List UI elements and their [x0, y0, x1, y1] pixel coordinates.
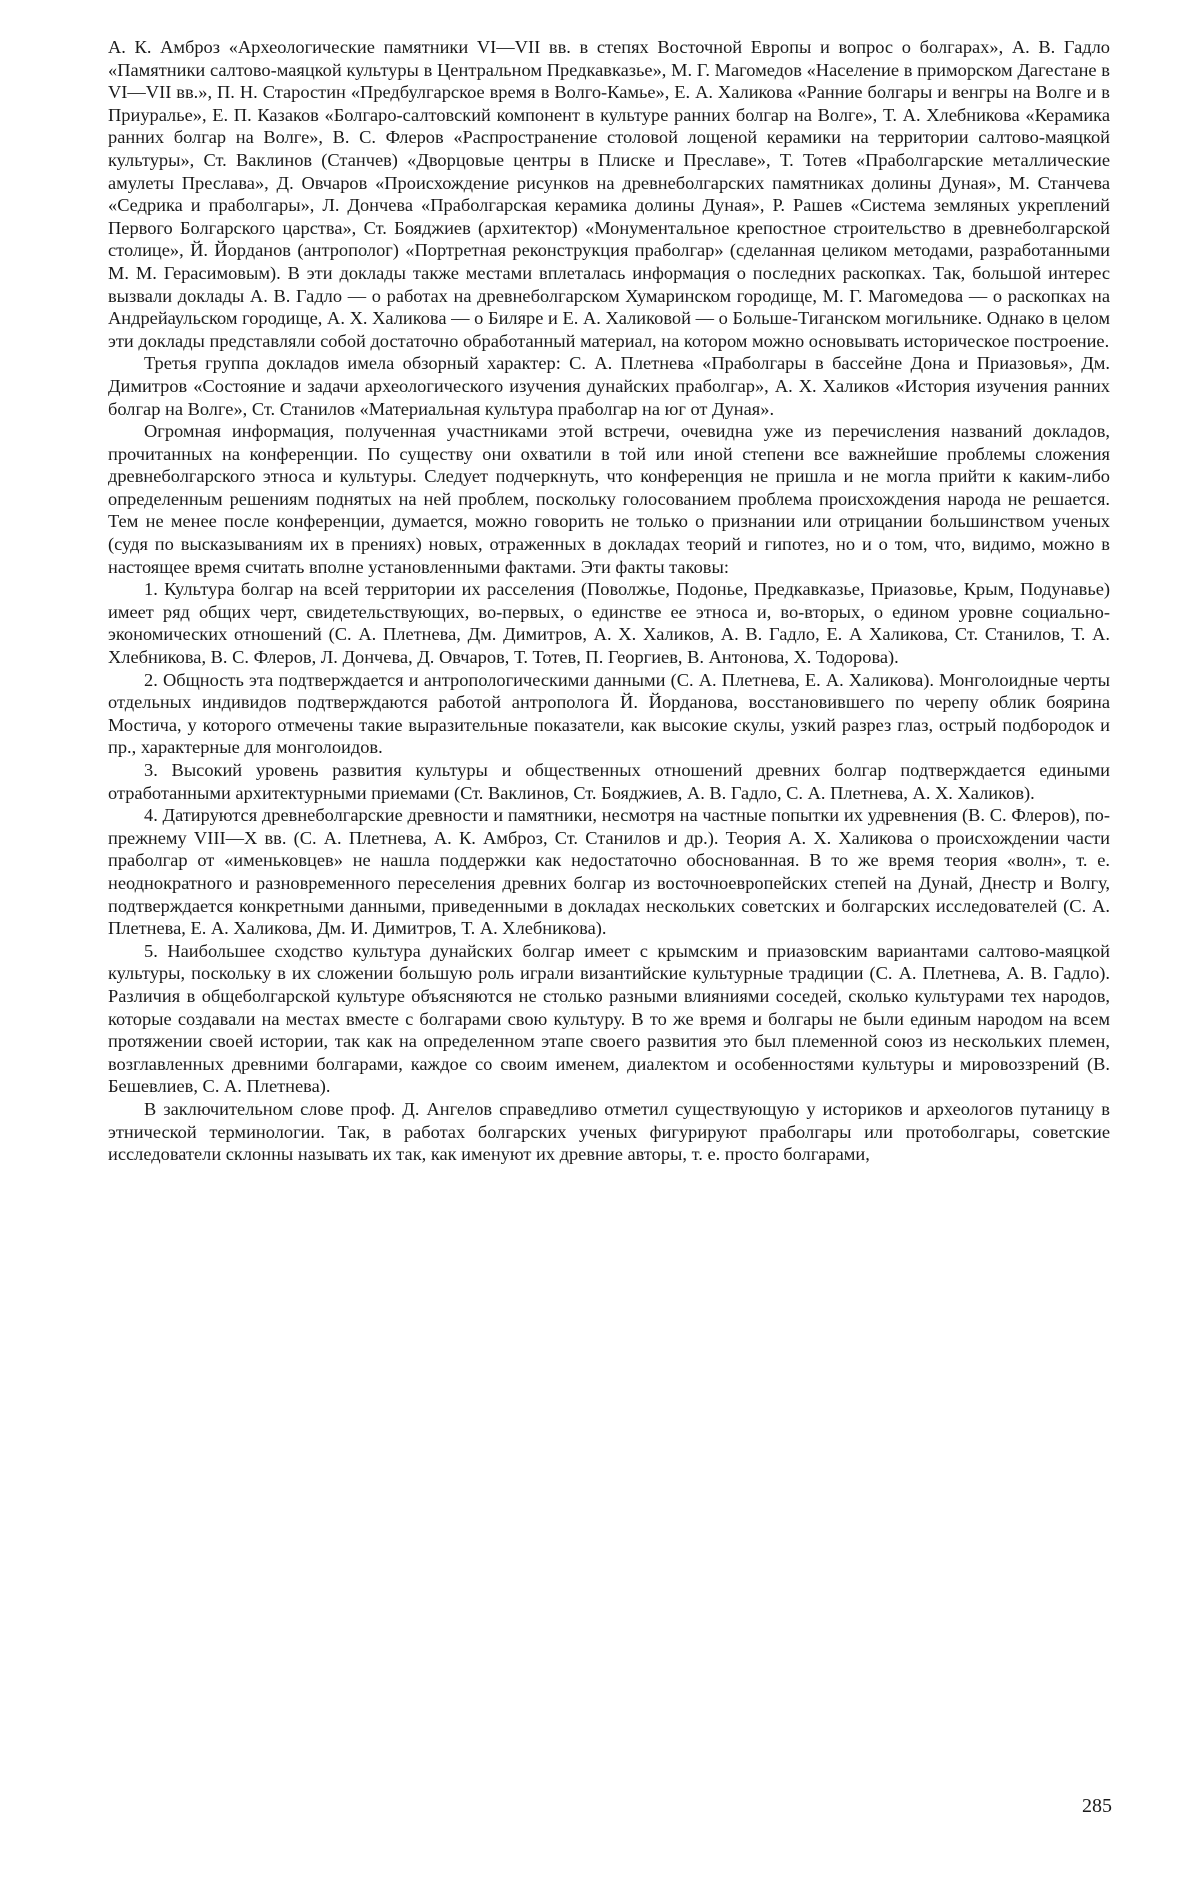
paragraph-fact-2: 2. Общность эта подтверждается и антропологическими данными (С. А. Плетнева, Е. А. Халикова). Монголоидные черты отдельных индивидов подтверждаются работой антрополога Й. Йорданова, восстановившего по черепу облик боярина Мостича, у которого отмечены такие выразительные показатели, как высокие скулы, узкий разрез глаз, острый подбородок и пр., характерные для монголоидов. — [108, 669, 1110, 758]
paragraph-fact-4: 4. Датируются древнеболгарские древности и памятники, несмотря на частные попытки их удревнения (В. С. Флеров), по-прежнему VIII—X вв. (С. А. Плетнева, А. К. Амброз, Ст. Станилов и др.). Теория А. Х. Халикова о происхождении части праболгар от «именьковцев» не нашла поддержки как недостаточно обоснованная. В то же время теория «волн», т. е. неоднократного и разновременного переселения древних болгар из восточноевропейских степей на Дунай, Днестр и Волгу, подтверждается конкретными данными, приведенными в докладах нескольких советских и болгарских исследователей (С. А. Плетнева, Е. А. Халикова, Дм. И. Димитров, Т. А. Хлебникова). — [108, 805, 1110, 939]
paragraph-closing: В заключительном слове проф. Д. Ангелов справедливо отметил существующую у историков и археологов путаницу в этнической терминологии. Так, в работах болгарских ученых фигурируют праболгары или протоболгары, советские исследователи склонны называть их так, как именуют их древние авторы, т. е. просто болгарами, — [108, 1098, 1110, 1165]
document-page — [108, 36, 1110, 1166]
paragraph-fact-5: 5. Наибольшее сходство культура дунайских болгар имеет с крымским и приазовским вариантами салтово-маяцкой культуры, поскольку в их сложении большую роль играли византийские культурные традиции (С. А. Плетнева, А. В. Гадло). Различия в общеболгарской культуре объясняются не столько разными влияниями соседей, сколько культурами тех народов, которые создавали на местах вместе с болгарами свою культуру. В то же время и болгары не были единым народом на всем протяжении своей истории, так как на определенном этапе своего развития это был племенной союз из нескольких племен, возглавленных древними болгарами, каждое со своим именем, диалектом и особенностями культуры и мировоззрений (В. Бешевлиев, С. А. Плетнева). — [108, 940, 1110, 1097]
page-number: 285 — [1082, 1795, 1112, 1817]
paragraph-information: Огромная информация, полученная участниками этой встречи, очевидна уже из перечисления названий докладов, прочитанных на конференции. По существу они охватили в той или иной степени все важнейшие проблемы сложения древнеболгарского этноса и культуры. Следует подчеркнуть, что конференция не пришла и не могла прийти к каким-либо определенным решениям поднятых на ней проблем, поскольку голосованием проблема происхождения народа не решается. Тем не менее после конференции, думается, можно говорить не только о признании или отрицании большинством ученых (судя по высказываниям их в прениях) новых, отраженных в докладах теорий и гипотез, но и о том, что, видимо, можно в настоящее время считать вполне установленными фактами. Эти факты таковы: — [108, 421, 1110, 577]
paragraph-reports-list: А. К. Амброз «Археологические памятники VI—VII вв. в степях Восточной Европы и вопрос о болгарах», А. В. Гадло «Памятники салтово-маяцкой культуры в Центральном Предкавказье», М. Г. Магомедов «Население в приморском Дагестане в VI—VII вв.», П. Н. Старостин «Предбулгарское время в Волго-Камье», Е. А. Халикова «Ранние болгары и венгры на Волге и в Приуралье», Е. П. Казаков «Болгаро-салтовский компонент в культуре ранних болгар на Волге», Т. А. Хлебникова «Керамика ранних болгар на Волге», В. С. Флеров «Распространение столовой лощеной керамики на территории салтово-маяцкой культуры», Ст. Ваклинов (Станчев) «Дворцовые центры в Плиске и Преславе», Т. Тотев «Праболгарские металлические амулеты Преслава», Д. Овчаров «Происхождение рисунков на древнеболгарских памятниках долины Дуная», М. Станчева «Седрика и праболгары», Л. Дончева «Праболгарская керамика долины Дуная», Р. Рашев «Система земляных укреплений Первого Болгарского царства», Ст. Бояджиев (архитектор) «Монументальное крепостное строительство в древнеболгарской столице», Й. Йорданов (антрополог) «Портретная реконструкция праболгар» (сделанная целиком методами, разработанными М. М. Герасимовым). В эти доклады также местами вплеталась информация о последних раскопках. Так, большой интерес вызвали доклады А. В. Гадло — о работах на древнеболгарском Хумаринском городище, М. Г. Магомедова — о раскопках на Андрейаульском городище, А. Х. Халикова — о Биляре и Е. А. Халиковой — о Больше-Тиганском могильнике. Однако в целом эти доклады представляли собой достаточно обработанный материал, на котором можно основывать историческое построение. — [108, 37, 1110, 351]
paragraph-fact-3: 3. Высокий уровень развития культуры и общественных отношений древних болгар подтверждается едиными отработанными архитектурными приемами (Ст. Ваклинов, Ст. Бояджиев, А. В. Гадло, С. А. Плетнева, А. Х. Халиков). — [108, 760, 1110, 803]
paragraph-third-group: Третья группа докладов имела обзорный характер: С. А. Плетнева «Праболгары в бассейне Дона и Приазовья», Дм. Димитров «Состояние и задачи археологического изучения дунайских праболгар», А. Х. Халиков «История изучения ранних болгар на Волге», Ст. Станилов «Материальная культура праболгар на юг от Дуная». — [108, 353, 1110, 419]
paragraph-fact-1: 1. Культура болгар на всей территории их расселения (Поволжье, Подонье, Предкавказье, Приазовье, Крым, Подунавье) имеет ряд общих черт, свидетельствующих, во-первых, о единстве ее этноса и, во-вторых, о едином уровне социально-экономических отношений (С. А. Плетнева, Дм. Димитров, А. Х. Халиков, А. В. Гадло, Е. А Халикова, Ст. Станилов, Т. А. Хлебникова, В. С. Флеров, Л. Дончева, Д. Овчаров, Т. Тотев, П. Георгиев, В. Антонова, Х. Тодорова). — [108, 579, 1110, 668]
